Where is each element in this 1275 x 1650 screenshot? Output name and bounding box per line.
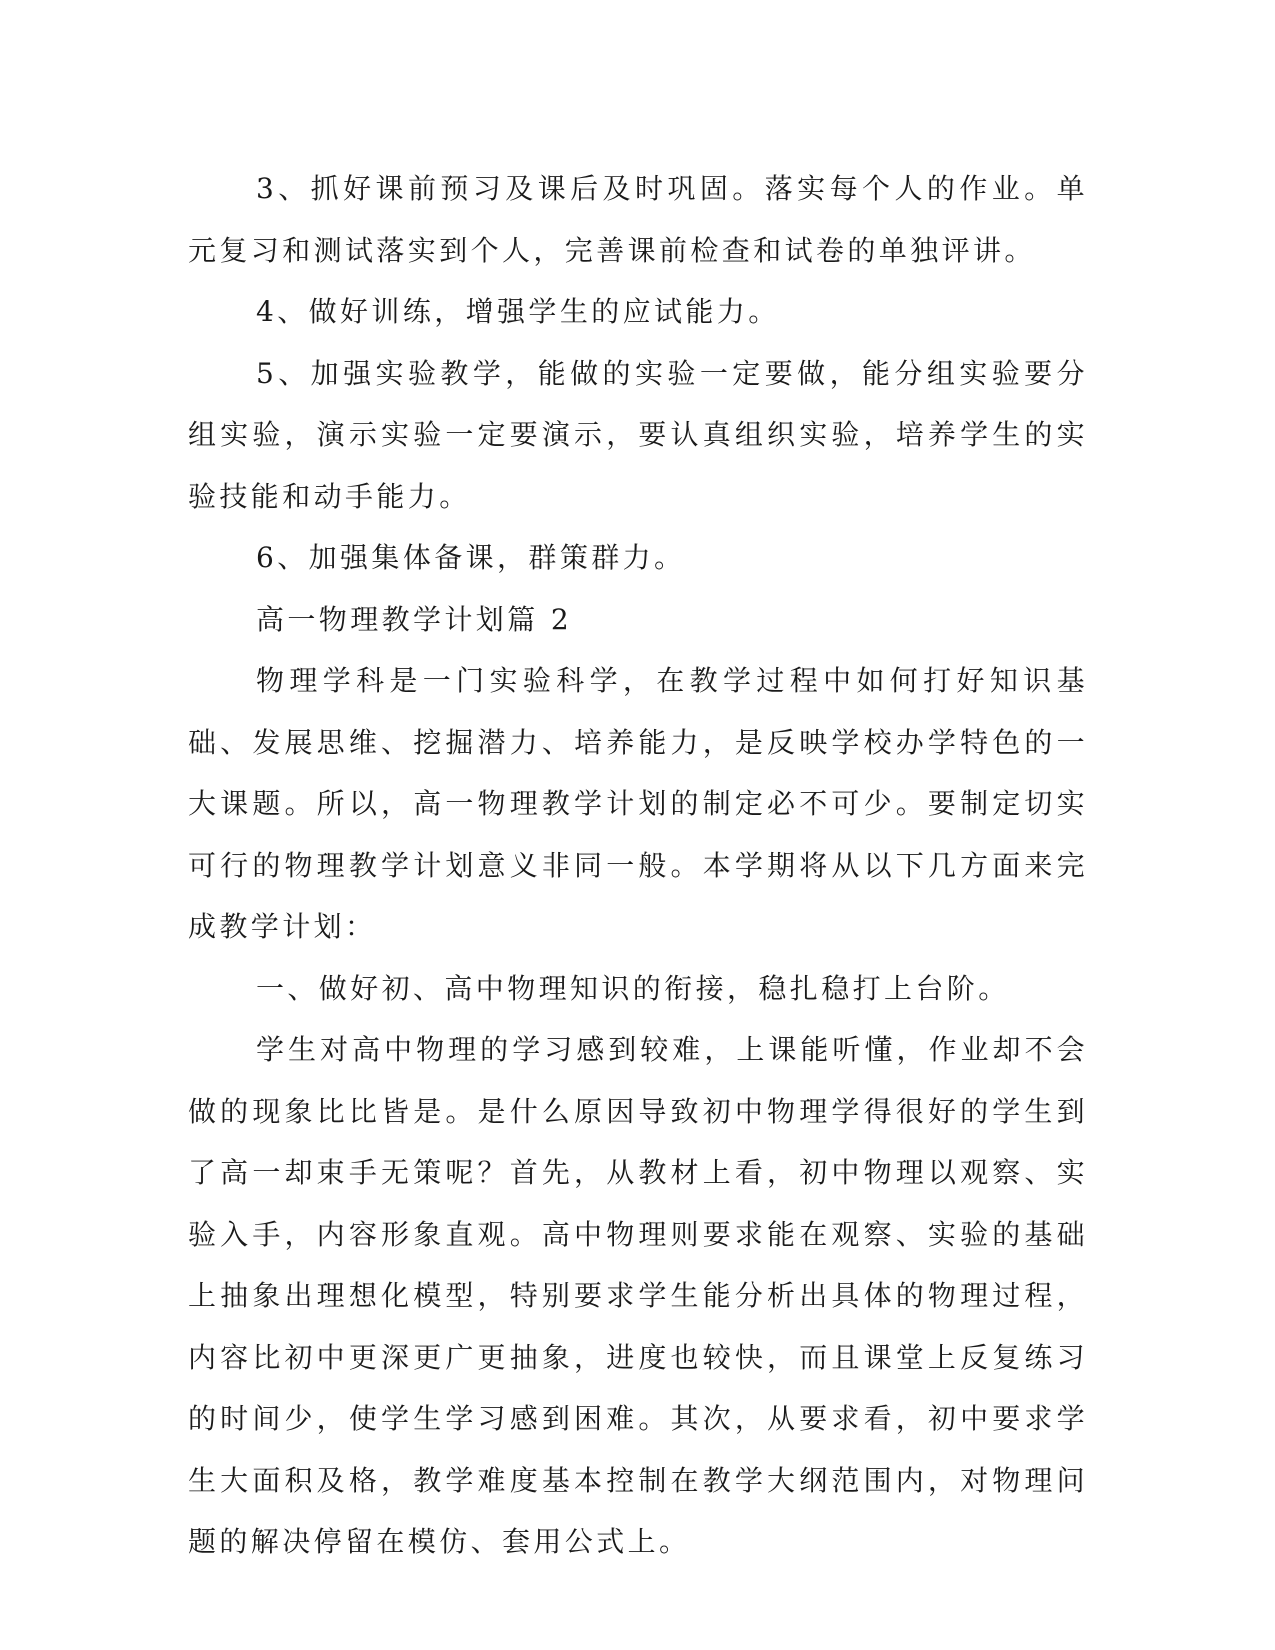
paragraph-intro: 物理学科是一门实验科学，在教学过程中如何打好知识基础、发展思维、挖掘潜力、培养能力，是反映学校办学特色的一大课题。所以，高一物理教学计划的制定必不可少。要制定切实可行的物理教学计划意义非同一般。本学期将从以下几方面来完成教学计划： (188, 664, 1088, 943)
paragraph-analysis: 学生对高中物理的学习感到较难，上课能听懂，作业却不会做的现象比比皆是。是什么原因导致初中物理学得很好的学生到了高一却束手无策呢？首先，从教材上看，初中物理以观察、实验入手，内容形象直观。高中物理则要求能在观察、实验的基础上抽象出理想化模型，特别要求学生能分析出具体的物理过程，内容比初中更深更广更抽象，进度也较快，而且课堂上反复练习的时间少，使学生学习感到困难。其次，从要求看，初中要求学生大面积及格，教学难度基本控制在教学大纲范围内，对物理问题的解决停留在模仿、套用公式上。 (188, 1033, 1088, 1558)
paragraph-item-6: 6、加强集体备课，群策群力。 (256, 541, 686, 574)
paragraph-item-5: 5、加强实验教学，能做的实验一定要做，能分组实验要分组实验，演示实验一定要演示，要认真组织实验，培养学生的实验技能和动手能力。 (188, 356, 1088, 513)
document-body (188, 158, 1088, 1573)
paragraph-subheading-1: 一、做好初、高中物理知识的衔接，稳扎稳打上台阶。 (256, 971, 1010, 1005)
paragraph-item-3: 3、抓好课前预习及课后及时巩固。落实每个人的作业。单元复习和测试落实到个人，完善课前检查和试卷的单独评讲。 (188, 172, 1088, 267)
section-heading: 高一物理教学计划篇 2 (256, 602, 573, 636)
paragraph-item-4: 4、做好训练，增强学生的应试能力。 (256, 295, 780, 328)
